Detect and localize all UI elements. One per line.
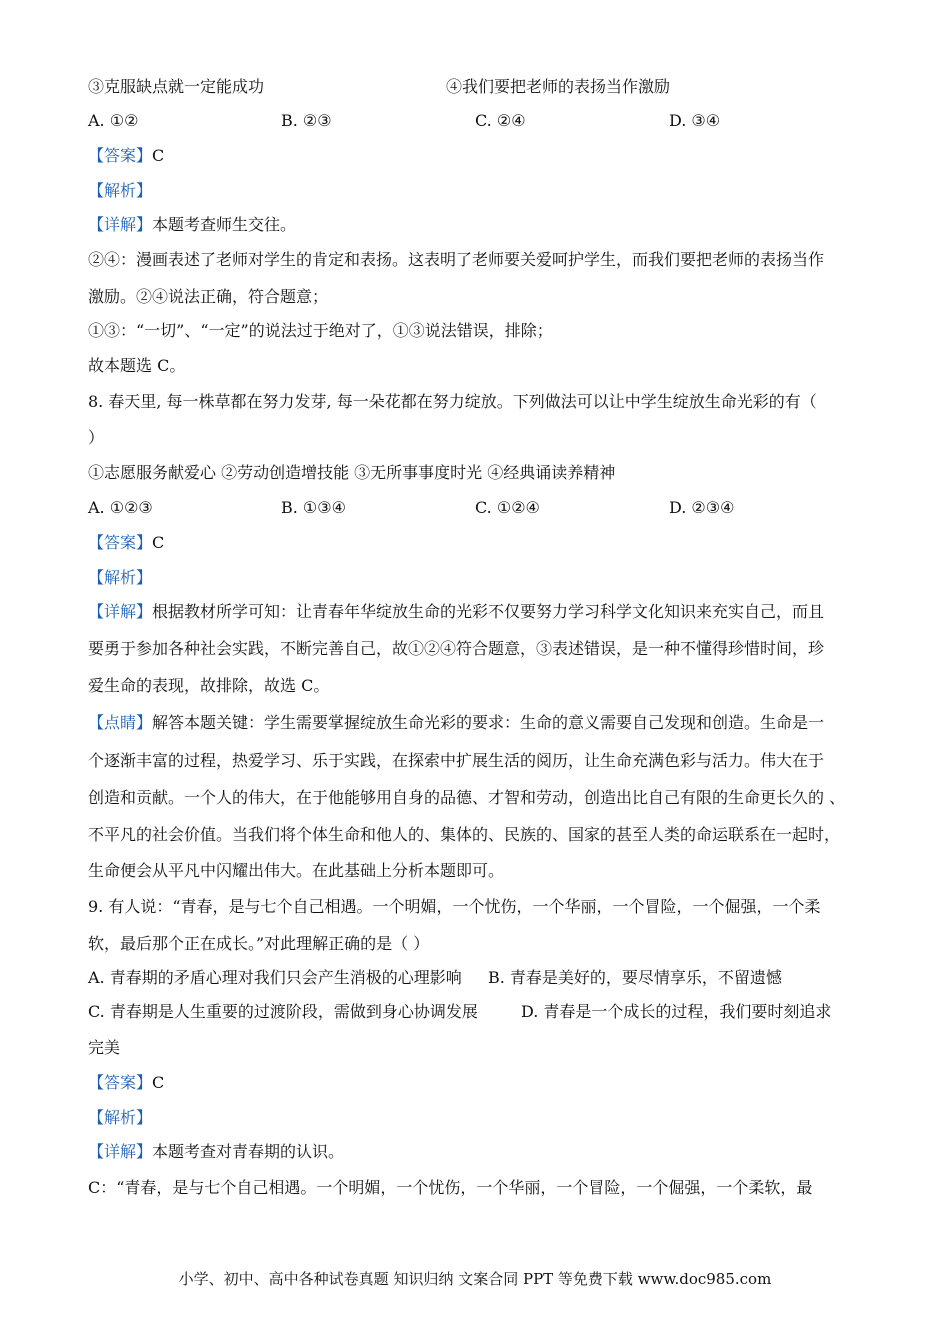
q7-paragraph-2: 激励。②④说法正确，符合题意； [88, 287, 329, 306]
q8-analysis-heading: 【解析】 [88, 568, 153, 587]
answer-value: C [152, 1073, 165, 1092]
q7-answer [88, 145, 164, 167]
answer-tag: 【答案】 [88, 1073, 153, 1092]
detail-tag: 【详解】 [88, 215, 153, 234]
q9-analysis-heading: 【解析】 [88, 1108, 153, 1127]
q9-choice-d-continued: 完美 [88, 1038, 121, 1057]
q8-choice-d: D. ②③④ [669, 498, 735, 517]
q8-detail-line-1 [88, 601, 824, 623]
q8-tip-line-1 [88, 712, 824, 734]
q8-tip-line-3: 创造和贡献。一个人的伟大，在于他能够用自身的品德、才智和劳动，创造出比自己有限的生命更长久的 、 [88, 788, 846, 807]
detail-tag: 【详解】 [88, 1142, 153, 1161]
q8-answer [88, 532, 164, 554]
q8-stem-line-1: 8. 春天里, 每一株草都在努力发芽, 每一朵花都在努力绽放。下列做法可以让中学生绽放生命光彩的有（ [88, 392, 817, 411]
answer-tag: 【答案】 [88, 146, 153, 165]
q9-choice-d: D. 青春是一个成长的过程，我们要时刻追求 [521, 1002, 832, 1021]
q9-choice-c: C. 青春期是人生重要的过渡阶段，需做到身心协调发展 [88, 1002, 478, 1021]
q8-tip-line-4: 不平凡的社会价值。当我们将个体生命和他人的、集体的、民族的、国家的甚至人类的命运联系在一起时， [88, 825, 841, 844]
q7-option-item-3: ③克服缺点就一定能成功 [88, 77, 265, 96]
detail-tag: 【详解】 [88, 602, 153, 621]
q8-choice-c: C. ①②④ [475, 498, 540, 517]
q8-tip-line-5: 生命便会从平凡中闪耀出伟大。在此基础上分析本题即可。 [88, 861, 505, 880]
q9-choice-a: A. 青春期的矛盾心理对我们只会产生消极的心理影响 [88, 968, 462, 987]
q8-tip-line-2: 个逐渐丰富的过程，热爱学习、乐于实践，在探索中扩展生活的阅历，让生命充满色彩与活力。伟大在于 [88, 751, 825, 770]
q8-stem-line-2: ） [88, 428, 105, 447]
q9-answer [88, 1072, 164, 1094]
q7-choice-a: A. ①② [88, 111, 139, 130]
q9-option-c-explanation: C：“青春，是与七个自己相遇。一个明媚，一个忧伤，一个华丽，一个冒险，一个倔强，一个柔软，最 [88, 1178, 813, 1197]
detail-text: 根据教材所学可知：让青春年华绽放生命的光彩不仅要努力学习科学文化知识来充实自己，而且 [152, 602, 825, 621]
q7-choice-d: D. ③④ [669, 111, 721, 130]
answer-tag: 【答案】 [88, 533, 153, 552]
q8-items: ①志愿服务献爱心 ②劳动创造增技能 ③无所事事度时光 ④经典诵读养精神 [88, 463, 616, 482]
tip-tag: 【点睛】 [88, 713, 153, 732]
answer-value: C [152, 146, 165, 165]
q7-paragraph-4: 故本题选 C。 [88, 356, 186, 375]
q9-detail [88, 1141, 344, 1163]
q7-detail [88, 214, 296, 236]
tip-text: 解答本题关键：学生需要掌握绽放生命光彩的要求：生命的意义需要自己发现和创造。生命是一 [152, 713, 825, 732]
q7-paragraph-3: ①③：“一切”、“一定”的说法过于绝对了，①③说法错误，排除； [88, 321, 553, 340]
q7-choice-b: B. ②③ [281, 111, 332, 130]
q7-analysis-heading: 【解析】 [88, 181, 153, 200]
q9-stem-line-1: 9. 有人说：“青春，是与七个自己相遇。一个明媚，一个忧伤，一个华丽，一个冒险，一个倔强，一个柔 [88, 897, 821, 916]
q7-option-item-4: ④我们要把老师的表扬当作激励 [446, 77, 671, 96]
q7-choice-c: C. ②④ [475, 111, 526, 130]
q7-paragraph-1: ②④：漫画表述了老师对学生的肯定和表扬。这表明了老师要关爱呵护学生，而我们要把老师的表扬当作 [88, 250, 825, 269]
q8-choice-b: B. ①③④ [281, 498, 346, 517]
q9-stem-line-2: 软，最后那个正在成长。”对此理解正确的是（ ） [88, 934, 430, 953]
detail-text: 本题考查对青春期的认识。 [152, 1142, 345, 1161]
q9-choice-b: B. 青春是美好的，要尽情享乐，不留遗憾 [488, 968, 782, 987]
q8-detail-line-2: 要勇于参加各种社会实践，不断完善自己，故①②④符合题意，③表述错误，是一种不懂得珍惜时间，珍 [88, 639, 825, 658]
q8-choice-a: A. ①②③ [88, 498, 153, 517]
q8-detail-line-3: 爱生命的表现，故排除，故选 C。 [88, 676, 330, 695]
answer-value: C [152, 533, 165, 552]
page-footer: 小学、初中、高中各种试卷真题 知识归纳 文案合同 PPT 等免费下载 www.doc985.com [178, 1270, 772, 1288]
detail-text: 本题考查师生交往。 [152, 215, 297, 234]
